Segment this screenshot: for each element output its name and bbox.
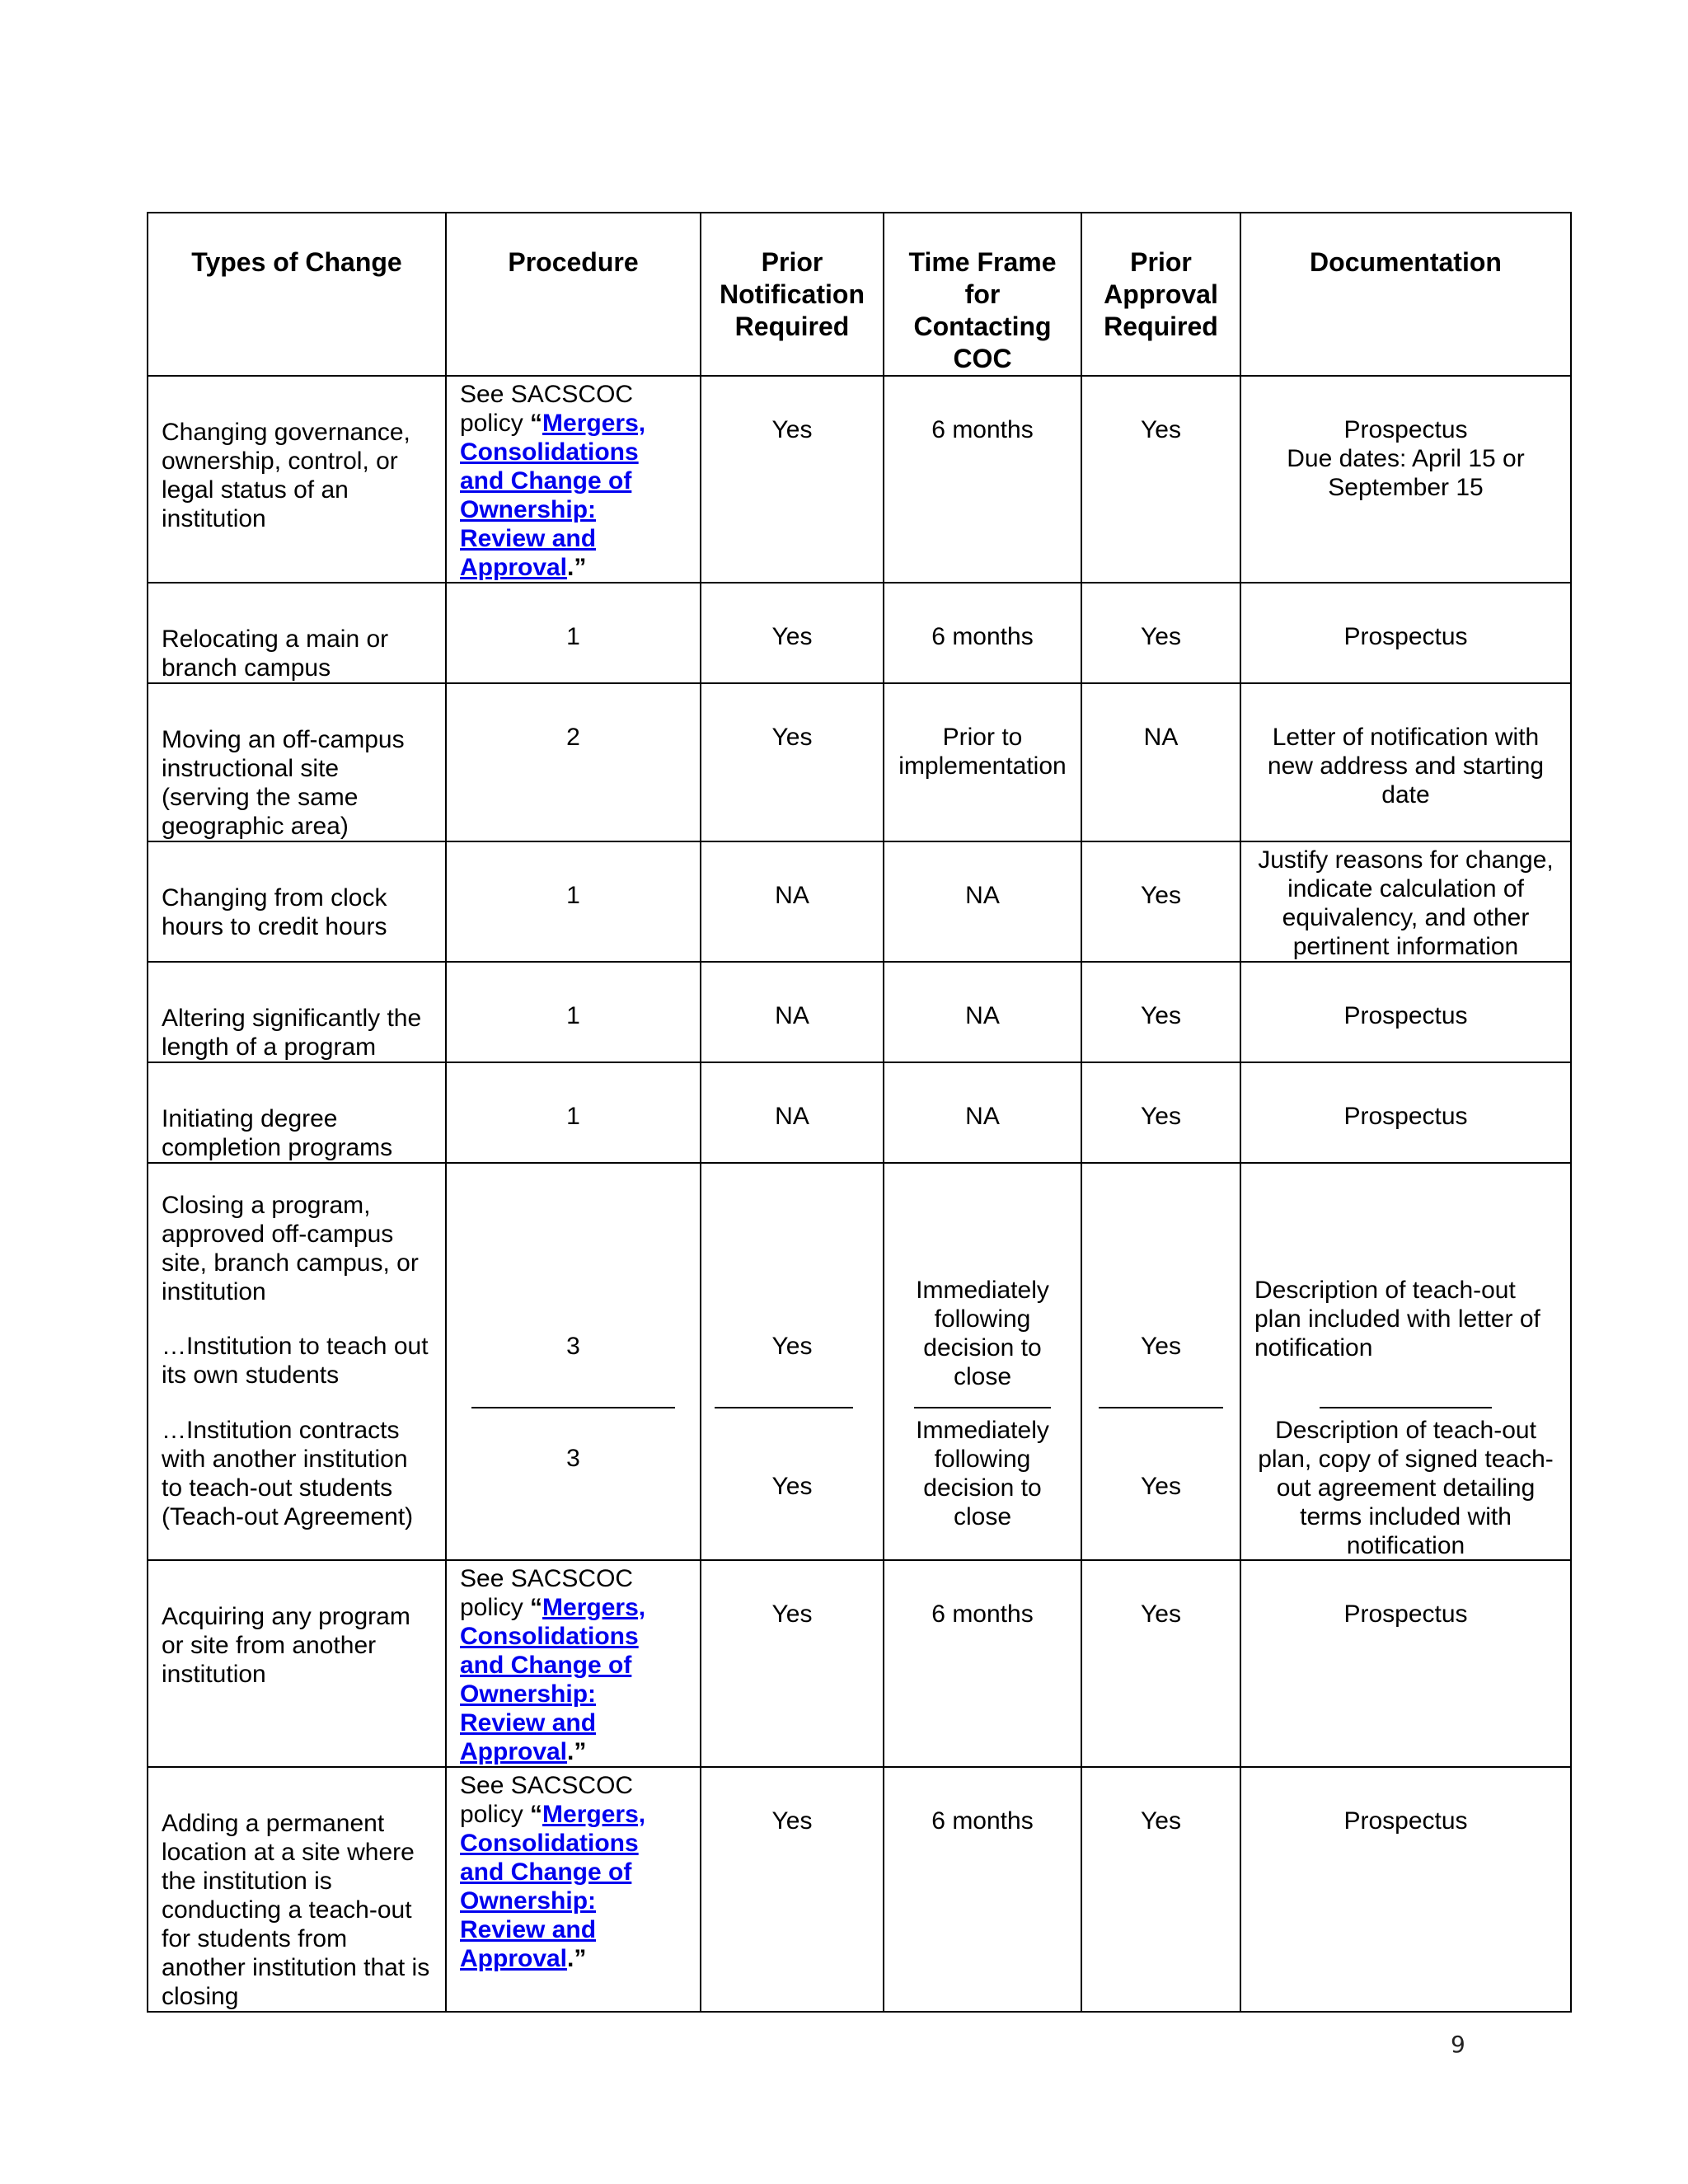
approval-teach-out-agreement: Yes [1141,1473,1181,1500]
type-cell: Acquiring any program or site from another institution [148,1560,446,1767]
close-quote: .” [567,1738,587,1765]
timeframe-cell: 6 months [884,583,1081,683]
divider-line [471,1407,675,1408]
table-row [148,376,1571,583]
notification-cell: Yes [701,1767,884,2012]
timeframe-own-students: Immediately following decision to close [916,1277,1049,1390]
documentation-cell: Justify reasons for change, indicate calculation of equivalency, and other pertinent information [1240,841,1571,962]
approval-cell: Yes [1081,1062,1240,1163]
header-prior-approval: Prior Approval Required [1081,213,1240,376]
close-quote: .” [567,1945,587,1972]
notification-cell: NA [701,1062,884,1163]
type-cell: Changing from clock hours to credit hours [148,841,446,962]
notification-cell: Yes [701,583,884,683]
timeframe-cell: 6 months [884,376,1081,583]
header-documentation: Documentation [1240,213,1571,376]
policy-link[interactable]: Mergers, Consolidations and Change of Ownership: Review and Approval [460,1801,646,1972]
approval-cell: Yes [1081,962,1240,1062]
table-row-closing [148,1163,1571,1560]
documentation-cell: Letter of notification with new address and starting date [1240,683,1571,841]
header-time-frame: Time Frame for Contacting COC [884,213,1081,376]
procedure-cell: 1 [446,1062,701,1163]
procedure-cell: 1 [446,583,701,683]
documentation-teach-out-agreement: Description of teach-out plan, copy of signed teach-out agreement detailing terms included with notification [1258,1417,1554,1559]
type-closing-own-students: …Institution to teach out its own students [162,1333,429,1389]
table-row [148,683,1571,841]
documentation-cell [1240,376,1571,583]
table-row [148,841,1571,962]
approval-own-students: Yes [1141,1333,1181,1360]
notification-cell: NA [701,962,884,1062]
documentation-cell: Prospectus [1240,962,1571,1062]
policy-prefix: See SACSCOC policy [460,1565,634,1621]
open-quote: “ [530,1594,543,1621]
type-cell: Altering significantly the length of a program [148,962,446,1062]
procedure-cell [446,1767,701,2012]
header-prior-notification: Prior Notification Required [701,213,884,376]
timeframe-cell: NA [884,962,1081,1062]
header-procedure: Procedure [446,213,701,376]
type-cell [148,1163,446,1560]
approval-cell: Yes [1081,1560,1240,1767]
type-cell: Adding a permanent location at a site where the institution is conducting a teach-out for students from another institution that is closing [148,1767,446,2012]
notification-cell: Yes [701,376,884,583]
type-cell: Relocating a main or branch campus [148,583,446,683]
notification-cell: Yes [701,1560,884,1767]
table-row [148,583,1571,683]
table-row [148,1560,1571,1767]
divider-line [1099,1407,1223,1408]
timeframe-cell [884,1163,1081,1560]
procedure-cell [446,376,701,583]
header-types-of-change: Types of Change [148,213,446,376]
type-closing-teach-out-agreement: …Institution contracts with another institution to teach-out students (Teach-out Agreement) [162,1417,414,1530]
documentation-own-students: Description of teach-out plan included with letter of notification [1254,1277,1540,1361]
approval-cell: Yes [1081,1767,1240,2012]
approval-cell: Yes [1081,841,1240,962]
policy-prefix: See SACSCOC policy [460,381,634,437]
approval-cell: Yes [1081,376,1240,583]
documentation-cell: Prospectus [1240,583,1571,683]
notification-cell: Yes [701,683,884,841]
notification-teach-out-agreement: Yes [771,1473,813,1500]
divider-line [1320,1407,1492,1408]
procedure-cell [446,1163,701,1560]
procedure-cell: 2 [446,683,701,841]
documentation-text: Prospectus [1343,416,1468,443]
procedure-cell: 1 [446,962,701,1062]
procedure-cell [446,1560,701,1767]
notification-own-students: Yes [771,1333,813,1360]
open-quote: “ [530,410,543,437]
procedure-teach-out-agreement: 3 [566,1445,580,1472]
change-types-table [147,212,1572,2013]
documentation-cell: Prospectus [1240,1560,1571,1767]
close-quote: .” [567,554,587,581]
type-cell: Changing governance, ownership, control, or legal status of an institution [148,376,446,583]
table-row [148,1062,1571,1163]
page-number: 9 [1451,2031,1465,2058]
documentation-cell [1240,1163,1571,1560]
policy-prefix: See SACSCOC policy [460,1772,634,1828]
divider-line [715,1407,853,1408]
approval-cell: Yes [1081,583,1240,683]
divider-line [914,1407,1051,1408]
table-row [148,1767,1571,2012]
documentation-cell: Prospectus [1240,1767,1571,2012]
procedure-cell: 1 [446,841,701,962]
timeframe-cell: 6 months [884,1560,1081,1767]
table-row [148,962,1571,1062]
timeframe-cell: NA [884,1062,1081,1163]
open-quote: “ [530,1801,543,1828]
timeframe-cell: Prior to implementation [884,683,1081,841]
documentation-due-dates: Due dates: April 15 or September 15 [1287,445,1525,501]
timeframe-cell: 6 months [884,1767,1081,2012]
policy-link[interactable]: Mergers, Consolidations and Change of Ownership: Review and Approval [460,1594,646,1765]
approval-cell [1081,1163,1240,1560]
timeframe-cell: NA [884,841,1081,962]
policy-link[interactable]: Mergers, Consolidations and Change of Ownership: Review and Approval [460,410,646,581]
type-closing-main: Closing a program, approved off-campus site, branch campus, or institution [162,1192,419,1305]
notification-cell: NA [701,841,884,962]
documentation-cell: Prospectus [1240,1062,1571,1163]
table-header-row [148,213,1571,376]
notification-cell [701,1163,884,1560]
type-cell: Moving an off-campus instructional site (serving the same geographic area) [148,683,446,841]
approval-cell: NA [1081,683,1240,841]
procedure-own-students: 3 [566,1333,580,1360]
timeframe-teach-out-agreement: Immediately following decision to close [916,1417,1049,1530]
type-cell: Initiating degree completion programs [148,1062,446,1163]
